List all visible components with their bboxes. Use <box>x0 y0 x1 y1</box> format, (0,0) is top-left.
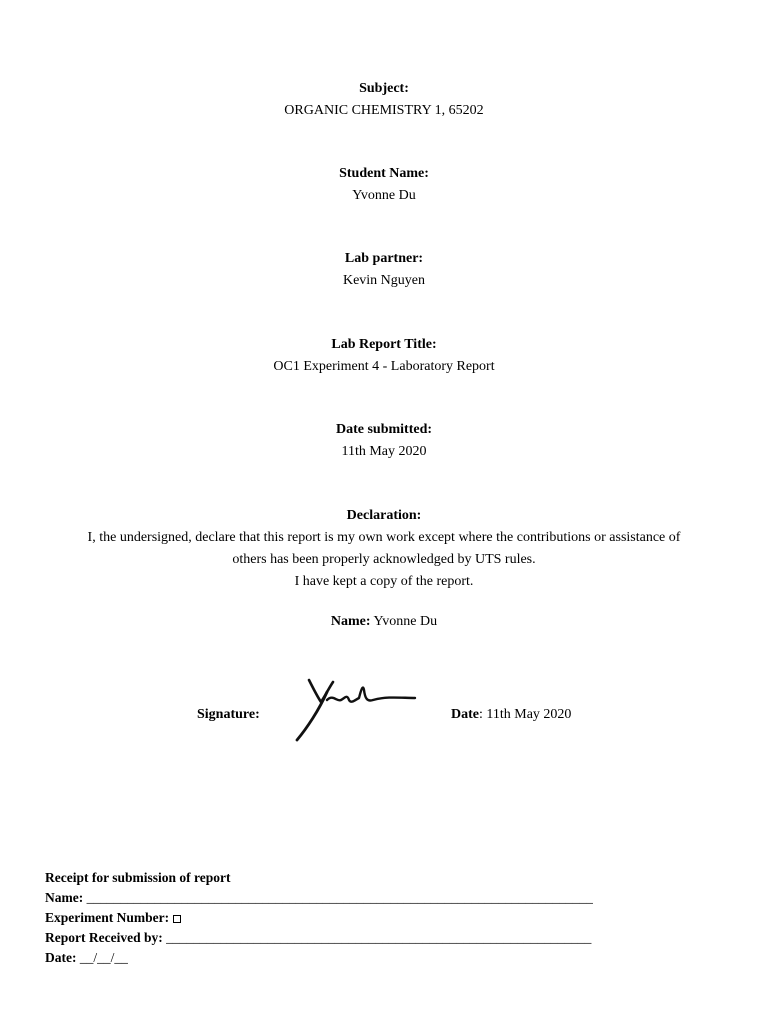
signature-image <box>287 670 427 746</box>
name-section <box>0 611 768 633</box>
receipt-name-label: Name: <box>45 890 84 905</box>
student-name-value: Yvonne Du <box>352 188 416 203</box>
receipt-received-row <box>45 928 645 948</box>
receipt-received-label: Report Received by: <box>45 930 163 945</box>
date-submitted-value: 11th May 2020 <box>341 444 427 459</box>
receipt-date-line: __/__/__ <box>76 950 128 965</box>
subject-section <box>0 78 768 122</box>
subject-value: ORGANIC CHEMISTRY 1, 65202 <box>284 103 484 118</box>
signature-date-value: : 11th May 2020 <box>479 707 572 722</box>
signature-date <box>451 704 571 726</box>
lab-partner-label: Lab partner: <box>344 251 424 266</box>
signature-label: Signature: <box>197 707 260 722</box>
subject-label: Subject: <box>359 81 409 96</box>
receipt-section <box>45 868 645 968</box>
report-title-value: OC1 Experiment 4 - Laboratory Report <box>273 359 495 374</box>
receipt-experiment-row <box>45 908 645 928</box>
name-label: Name: <box>330 614 371 629</box>
signature-row <box>0 670 768 750</box>
signature-date-label: Date <box>451 707 479 722</box>
declaration-section <box>0 505 768 593</box>
date-submitted-section <box>0 419 768 463</box>
receipt-received-line: _______________________________________________________________ <box>162 930 592 945</box>
receipt-name-line: ___________________________________________________________________________ <box>83 890 593 905</box>
receipt-date-label: Date: <box>45 950 77 965</box>
date-submitted-label: Date submitted: <box>335 422 433 437</box>
student-name-label: Student Name: <box>339 166 429 181</box>
checkbox-icon <box>173 915 181 923</box>
receipt-experiment-label: Experiment Number: <box>45 910 170 925</box>
report-title-section <box>0 334 768 378</box>
receipt-date-row <box>45 948 645 968</box>
name-value: Yvonne Du <box>373 614 438 629</box>
declaration-text <box>54 527 714 593</box>
declaration-line-1: I, the undersigned, declare that this report is my own work except where the contributions or assistance of <box>87 530 681 545</box>
lab-partner-section <box>0 248 768 292</box>
receipt-title: Receipt for submission of report <box>45 870 231 885</box>
lab-partner-value: Kevin Nguyen <box>342 273 426 288</box>
receipt-name-row <box>45 888 645 908</box>
report-title-label: Lab Report Title: <box>331 337 437 352</box>
declaration-line-3: I have kept a copy of the report. <box>294 574 474 589</box>
declaration-line-2: others has been properly acknowledged by UTS rules. <box>232 552 536 567</box>
declaration-label: Declaration: <box>346 508 422 523</box>
student-section <box>0 163 768 207</box>
